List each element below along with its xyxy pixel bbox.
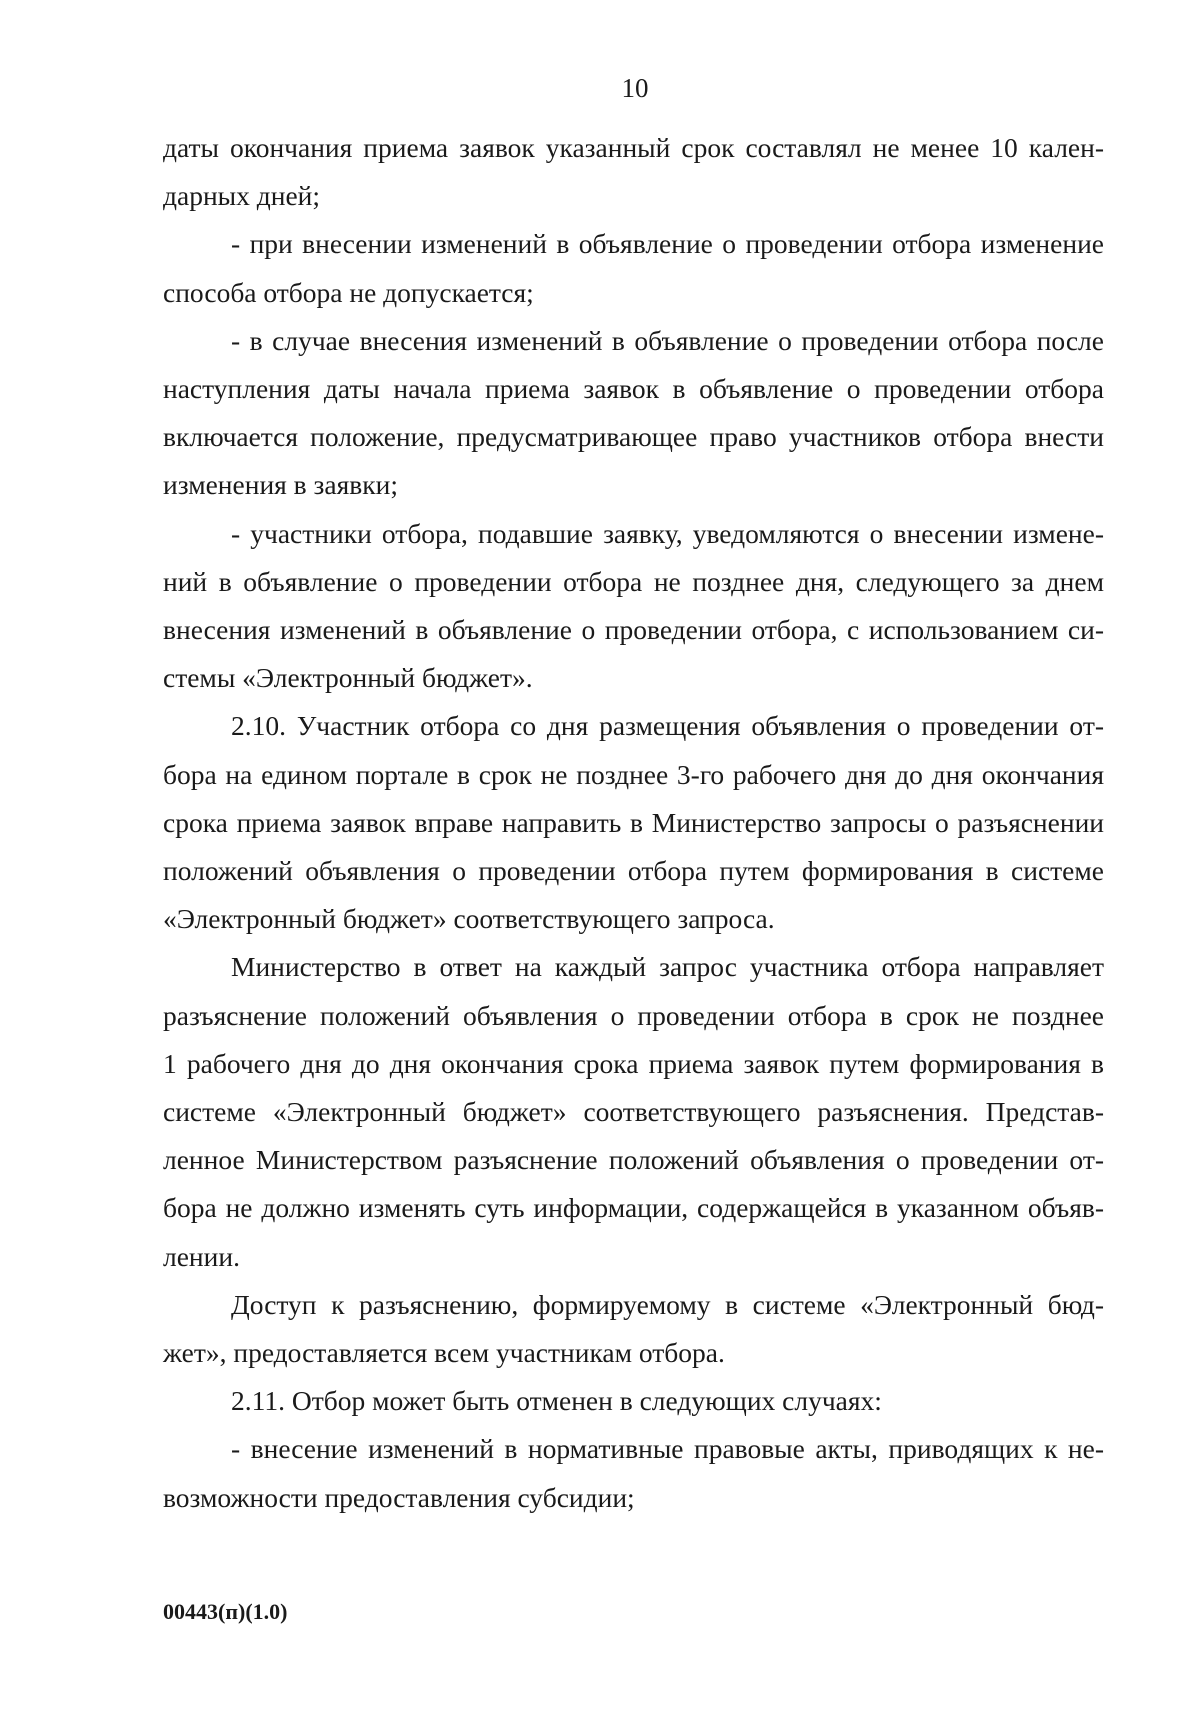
- text-line: ний в объявление о проведении отбора не позднее дня, следующего за днем: [163, 565, 1104, 597]
- text-line: дарных дней;: [163, 180, 321, 212]
- text-line: наступления даты начала приема заявок в объявление о проведении отбора: [163, 373, 1104, 405]
- text-line: 2.10. Участник отбора со дня размещения объявления о проведении от-: [231, 710, 1104, 742]
- text-line: возможности предоставления субсидии;: [163, 1481, 635, 1513]
- text-line: включается положение, предусматривающее право участников отбора внести: [163, 421, 1104, 453]
- text-line: способа отбора не допускается;: [163, 276, 534, 308]
- text-line: даты окончания приема заявок указанный срок составлял не менее 10 кален-: [163, 132, 1104, 163]
- document-body: [163, 124, 1104, 1522]
- text-line: Министерство в ответ на каждый запрос участника отбора направляет: [231, 951, 1104, 983]
- text-line: системе «Электронный бюджет» соответствующего разъяснения. Представ-: [163, 1096, 1104, 1128]
- text-line: - внесение изменений в нормативные правовые акты, приводящих к не-: [231, 1433, 1104, 1465]
- text-line: срока приема заявок вправе направить в Министерство запросы о разъяснении: [163, 806, 1104, 838]
- text-line: 1 рабочего дня до дня окончания срока приема заявок путем формирования в: [163, 1047, 1104, 1079]
- paragraph: [163, 124, 1104, 220]
- text-line: - участники отбора, подавшие заявку, уведомляются о внесении измене-: [231, 517, 1104, 549]
- text-line: 2.11. Отбор может быть отменен в следующих случаях:: [231, 1385, 882, 1417]
- text-line: - в случае внесения изменений в объявление о проведении отбора после: [231, 324, 1104, 356]
- text-line: стемы «Электронный бюджет».: [163, 662, 533, 694]
- text-line: внесения изменений в объявление о проведении отбора, с использованием си-: [163, 614, 1104, 646]
- text-line: положений объявления о проведении отбора путем формирования в системе: [163, 855, 1104, 887]
- document-code: 00443(п)(1.0): [163, 1599, 288, 1624]
- text-line: бора не должно изменять суть информации, содержащейся в указанном объяв-: [163, 1192, 1104, 1224]
- paragraph: [163, 1425, 1104, 1521]
- text-line: жет», предоставляется всем участникам отбора.: [163, 1337, 725, 1369]
- paragraph: [163, 1281, 1104, 1377]
- text-line: ленное Министерством разъяснение положений объявления о проведении от-: [163, 1144, 1104, 1176]
- paragraph: [163, 1377, 1104, 1425]
- text-line: - при внесении изменений в объявление о проведении отбора изменение: [231, 228, 1104, 260]
- page-number: 10: [621, 73, 649, 103]
- paragraph: [163, 220, 1104, 316]
- text-line: лении.: [163, 1240, 240, 1272]
- paragraph: [163, 510, 1104, 703]
- paragraph: [163, 317, 1104, 510]
- paragraph: [163, 702, 1104, 943]
- text-line: разъяснение положений объявления о проведении отбора в срок не позднее: [163, 999, 1104, 1031]
- text-line: бора на едином портале в срок не позднее 3-го рабочего дня до дня окончания: [163, 758, 1104, 790]
- text-line: Доступ к разъяснению, формируемому в системе «Электронный бюд-: [231, 1288, 1104, 1320]
- text-line: изменения в заявки;: [163, 469, 398, 501]
- text-line: «Электронный бюджет» соответствующего запроса.: [163, 903, 775, 935]
- paragraph: [163, 943, 1104, 1280]
